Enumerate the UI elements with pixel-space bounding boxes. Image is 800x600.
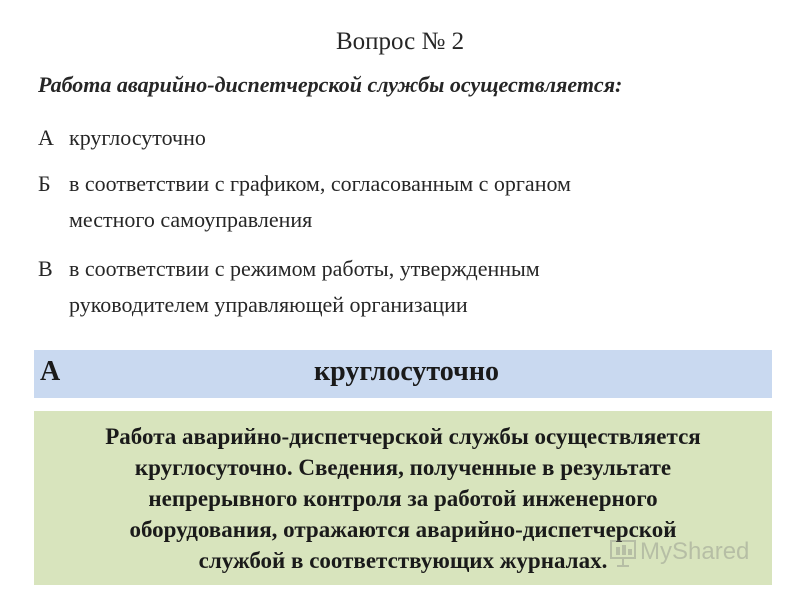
correct-answer-bar	[34, 350, 772, 398]
option-line: местного самоуправления	[69, 207, 313, 232]
question-text: Работа аварийно-диспетчерской службы осуществляется:	[38, 72, 623, 97]
explanation-line: непрерывного контроля за работой инженерного	[148, 486, 658, 511]
option-letter: Б	[38, 171, 51, 196]
answer-text: круглосуточно	[314, 356, 499, 387]
slide-title: Вопрос № 2	[335, 28, 465, 55]
explanation-line: круглосуточно. Сведения, полученные в результате	[134, 455, 672, 480]
watermark-text: MyShared	[640, 538, 750, 565]
explanation-line: оборудования, отражаются аварийно-диспетчерской	[129, 517, 677, 542]
option-line: руководителем управляющей организации	[69, 292, 468, 317]
option-line: в соответствии с графиком, согласованным с органом	[69, 171, 571, 196]
option-letter: В	[38, 256, 53, 281]
option-line: в соответствии с режимом работы, утвержденным	[69, 256, 540, 281]
option-text	[69, 251, 729, 323]
presentation-board-icon	[608, 538, 638, 568]
option-line: круглосуточно	[69, 125, 206, 150]
option-letter: А	[38, 125, 54, 150]
answer-letter: А	[40, 356, 61, 387]
explanation-line: Работа аварийно-диспетчерской службы осуществляется	[105, 424, 701, 449]
option-text	[69, 166, 729, 238]
option-text	[69, 120, 729, 156]
explanation-line: службой в соответствующих журналах.	[198, 548, 608, 573]
